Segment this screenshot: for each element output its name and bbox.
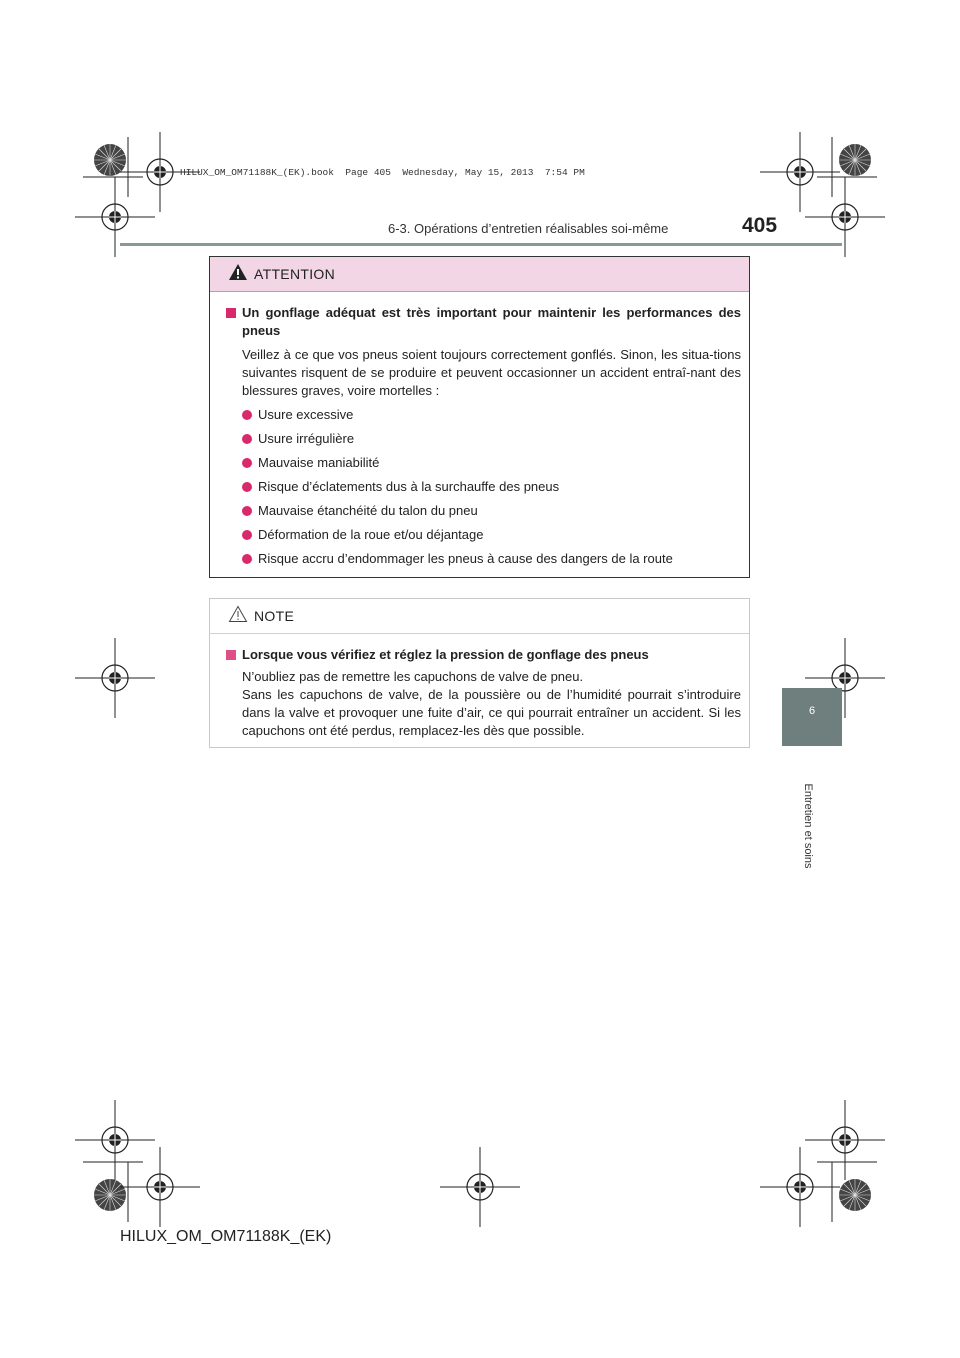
attention-box: [209, 256, 750, 578]
round-bullet-icon: [242, 554, 252, 564]
chapter-number: 6: [808, 705, 816, 717]
note-heading: [226, 646, 741, 664]
attention-heading-text: Un gonflage adéquat est très important pour maintenir les performances des pneus: [242, 305, 741, 338]
document-code: HILUX_OM_OM71188K_(EK): [120, 1228, 332, 1245]
header-rule: [120, 243, 842, 246]
note-box: [209, 598, 750, 748]
note-heading-text: Lorsque vous vérifiez et réglez la pression de gonflage des pneus: [242, 647, 649, 662]
print-stamp: HILUX_OM_OM71188K_(EK).book Page 405 Wednesday, May 15, 2013 7:54 PM: [180, 167, 585, 178]
attention-header: [210, 257, 749, 292]
warning-triangle-outline-icon: [228, 605, 248, 623]
list-item: Usure excessive: [226, 406, 741, 424]
section-title: 6-3. Opérations d’entretien réalisables soi-même: [388, 221, 669, 236]
list-item: Risque accru d’endommager les pneus à cause des dangers de la route: [226, 550, 741, 568]
round-bullet-icon: [242, 434, 252, 444]
square-bullet-icon: [226, 308, 236, 318]
page-number: 405: [742, 214, 778, 237]
list-item: Mauvaise maniabilité: [226, 454, 741, 472]
chapter-tab: [782, 688, 842, 746]
note-header: [210, 599, 749, 634]
note-body: [210, 634, 749, 740]
round-bullet-icon: [242, 410, 252, 420]
round-bullet-icon: [242, 482, 252, 492]
round-bullet-icon: [242, 530, 252, 540]
note-line-1: N’oubliez pas de remettre les capuchons de valve de pneu.: [242, 669, 584, 684]
list-item: Déformation de la roue et/ou déjantage: [226, 526, 741, 544]
note-line-2: Sans les capuchons de valve, de la poussière ou de l’humidité pourrait s’introduire dans la valve et provoquer une fuite d’air, ce qui pourrait entraîner un accident. Si les capuchons ont été perdus, remplacez-les dès que possible.: [242, 687, 741, 738]
attention-heading: [226, 304, 741, 340]
list-item: Usure irrégulière: [226, 430, 741, 448]
attention-paragraph: Veillez à ce que vos pneus soient toujours correctement gonflés. Sinon, les situa-tions suivantes risquent de se produire et peuvent occasionner un accident entraî-nant des blessures graves, voire mortelles :: [242, 347, 741, 398]
attention-title: ATTENTION: [254, 266, 335, 282]
square-bullet-icon: [226, 650, 236, 660]
attention-body: [210, 292, 749, 568]
list-item: Mauvaise étanchéité du talon du pneu: [226, 502, 741, 520]
round-bullet-icon: [242, 506, 252, 516]
chapter-label: Entretien et soins: [802, 783, 814, 869]
warning-triangle-filled-icon: [228, 263, 248, 281]
round-bullet-icon: [242, 458, 252, 468]
note-title: NOTE: [254, 608, 295, 624]
list-item: Risque d’éclatements dus à la surchauffe des pneus: [226, 478, 741, 496]
